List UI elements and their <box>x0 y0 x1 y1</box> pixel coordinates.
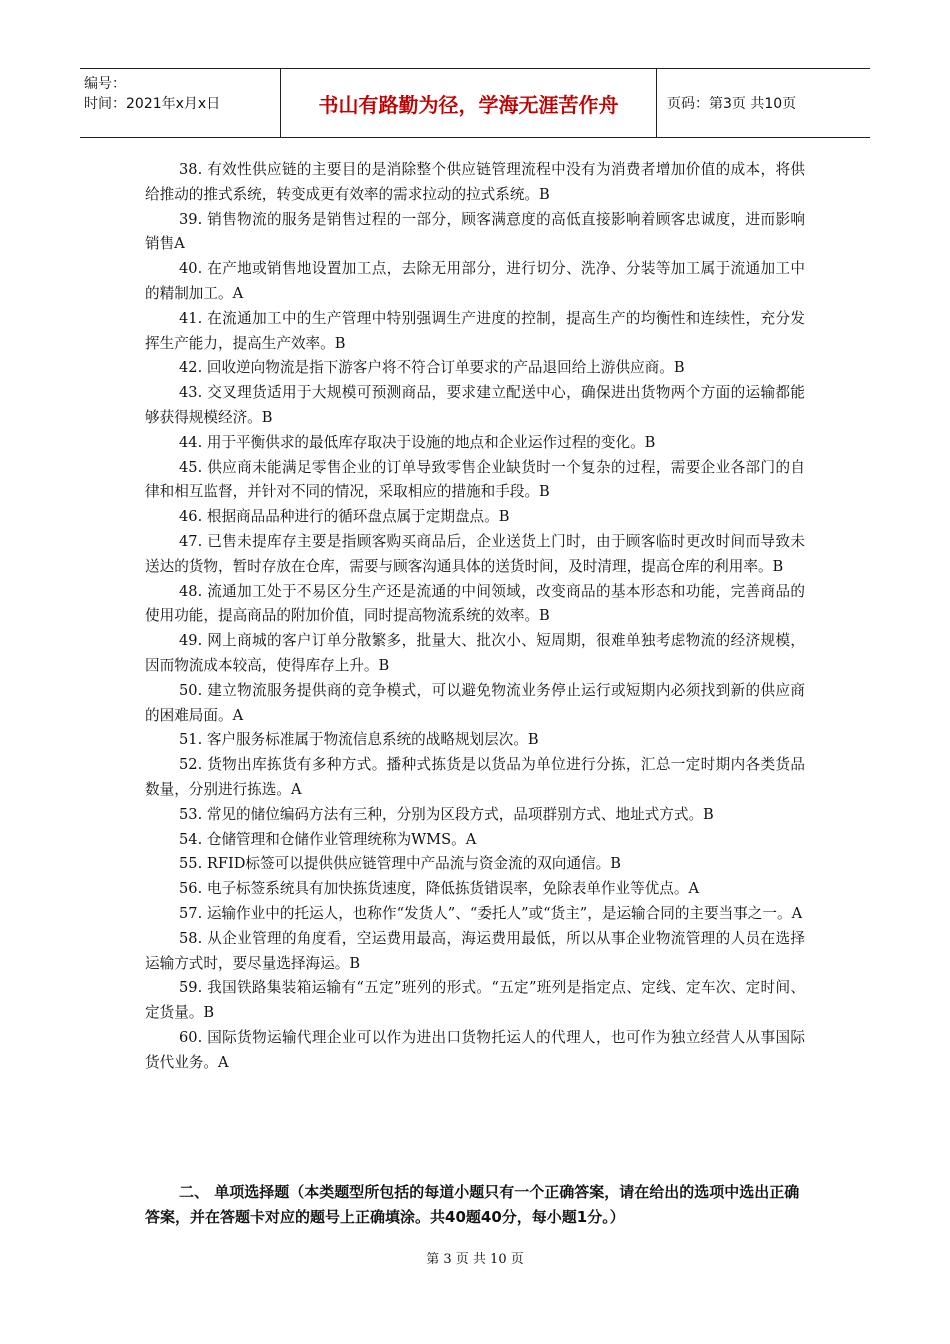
list-item: 59. 我国铁路集装箱运输有“五定”班列的形式。“五定”班列是指定点、定线、定车次、定时间、定货量。B <box>145 979 805 1022</box>
list-item: 43. 交叉理货适用于大规模可预测商品，要求建立配送中心，确保进出货物两个方面的运输都能够获得规模经济。B <box>145 384 805 426</box>
question-list <box>145 158 805 1075</box>
time-label: 时间：2021年x月x日 <box>84 96 221 112</box>
motto: 书山有路勤为径，学海无涯苦作舟 <box>281 69 657 137</box>
list-item: 49. 网上商城的客户订单分散繁多，批量大、批次小、短周期，很难单独考虑物流的经济规模，因而物流成本较高，使得库存上升。B <box>145 632 805 674</box>
section-heading: 二、 单项选择题（本类题型所包括的每道小题只有一个正确答案，请在给出的选项中选出正确答案，并在答题卡对应的题号上正确填涂。共40题40分，每小题1分。） <box>145 1183 800 1226</box>
list-item: 42. 回收逆向物流是指下游客户将不符合订单要求的产品退回给上游供应商。B <box>179 359 685 377</box>
list-item: 48. 流通加工处于不易区分生产还是流通的中间领域，改变商品的基本形态和功能，完善商品的使用功能，提高商品的附加价值，同时提高物流系统的效率。B <box>145 582 805 625</box>
header-meta <box>80 69 281 137</box>
list-item: 57. 运输作业中的托运人，也称作“发货人”、“委托人”或“货主”，是运输合同的主要当事之一。A <box>179 904 803 922</box>
list-item: 45. 供应商未能满足零售企业的订单导致零售企业缺货时一个复杂的过程，需要企业各部门的自律和相互监督，并针对不同的情况，采取相应的措施和手段。B <box>145 458 805 501</box>
page-label: 页码：第3页 共10页 <box>667 96 797 112</box>
list-item: 38. 有效性供应链的主要目的是消除整个供应链管理流程中没有为消费者增加价值的成本，将供给推动的推式系统，转变成更有效率的需求拉动的拉式系统。B <box>145 161 805 203</box>
list-item: 54. 仓储管理和仓储作业管理统称为WMS。A <box>179 830 477 848</box>
code-label: 编号： <box>84 76 126 92</box>
list-item: 52. 货物出库拣货有多种方式。播种式拣货是以货品为单位进行分拣，汇总一定时期内各类货品数量，分别进行拣选。A <box>145 756 805 798</box>
list-item: 46. 根据商品品种进行的循环盘点属于定期盘点。B <box>179 508 510 526</box>
list-item: 47. 已售未提库存主要是指顾客购买商品后，企业送货上门时，由于顾客临时更改时间而导致未送达的货物，暂时存放在仓库，需要与顾客沟通具体的送货时间，及时清理，提高仓库的利用率。B <box>145 532 805 575</box>
list-item: 44. 用于平衡供求的最低库存取决于设施的地点和企业运作过程的变化。B <box>179 433 656 451</box>
list-item: 53. 常见的储位编码方法有三种，分别为区段方式，品项群别方式、地址式方式。B <box>179 805 714 823</box>
list-item: 60. 国际货物运输代理企业可以作为进出口货物托运人的代理人，也可作为独立经营人从事国际货代业务。A <box>145 1028 805 1071</box>
list-item: 56. 电子标签系统具有加快拣货速度，降低拣货错误率，免除表单作业等优点。A <box>179 880 699 898</box>
page-footer: 第 3 页 共 10 页 <box>426 1252 524 1267</box>
list-item: 41. 在流通加工中的生产管理中特别强调生产进度的控制，提高生产的均衡性和连续性，充分发挥生产能力，提高生产效率。B <box>145 309 805 352</box>
list-item: 58. 从企业管理的角度看，空运费用最高，海运费用最低，所以从事企业物流管理的人员在选择运输方式时，要尽量选择海运。B <box>145 929 805 972</box>
list-item: 39. 销售物流的服务是销售过程的一部分，顾客满意度的高低直接影响着顾客忠诚度，进而影响销售A <box>145 210 805 253</box>
list-item: 55. RFID标签可以提供供应链管理中产品流与资金流的双向通信。B <box>179 855 621 873</box>
list-item: 51. 客户服务标准属于物流信息系统的战略规划层次。B <box>179 731 539 749</box>
page-header <box>80 68 870 138</box>
list-item: 40. 在产地或销售地设置加工点，去除无用部分，进行切分、洗净、分装等加工属于流通加工中的精制加工。A <box>145 260 805 302</box>
list-item: 50. 建立物流服务提供商的竞争模式，可以避免物流业务停止运行或短期内必须找到新的供应商的困难局面。A <box>145 681 805 724</box>
